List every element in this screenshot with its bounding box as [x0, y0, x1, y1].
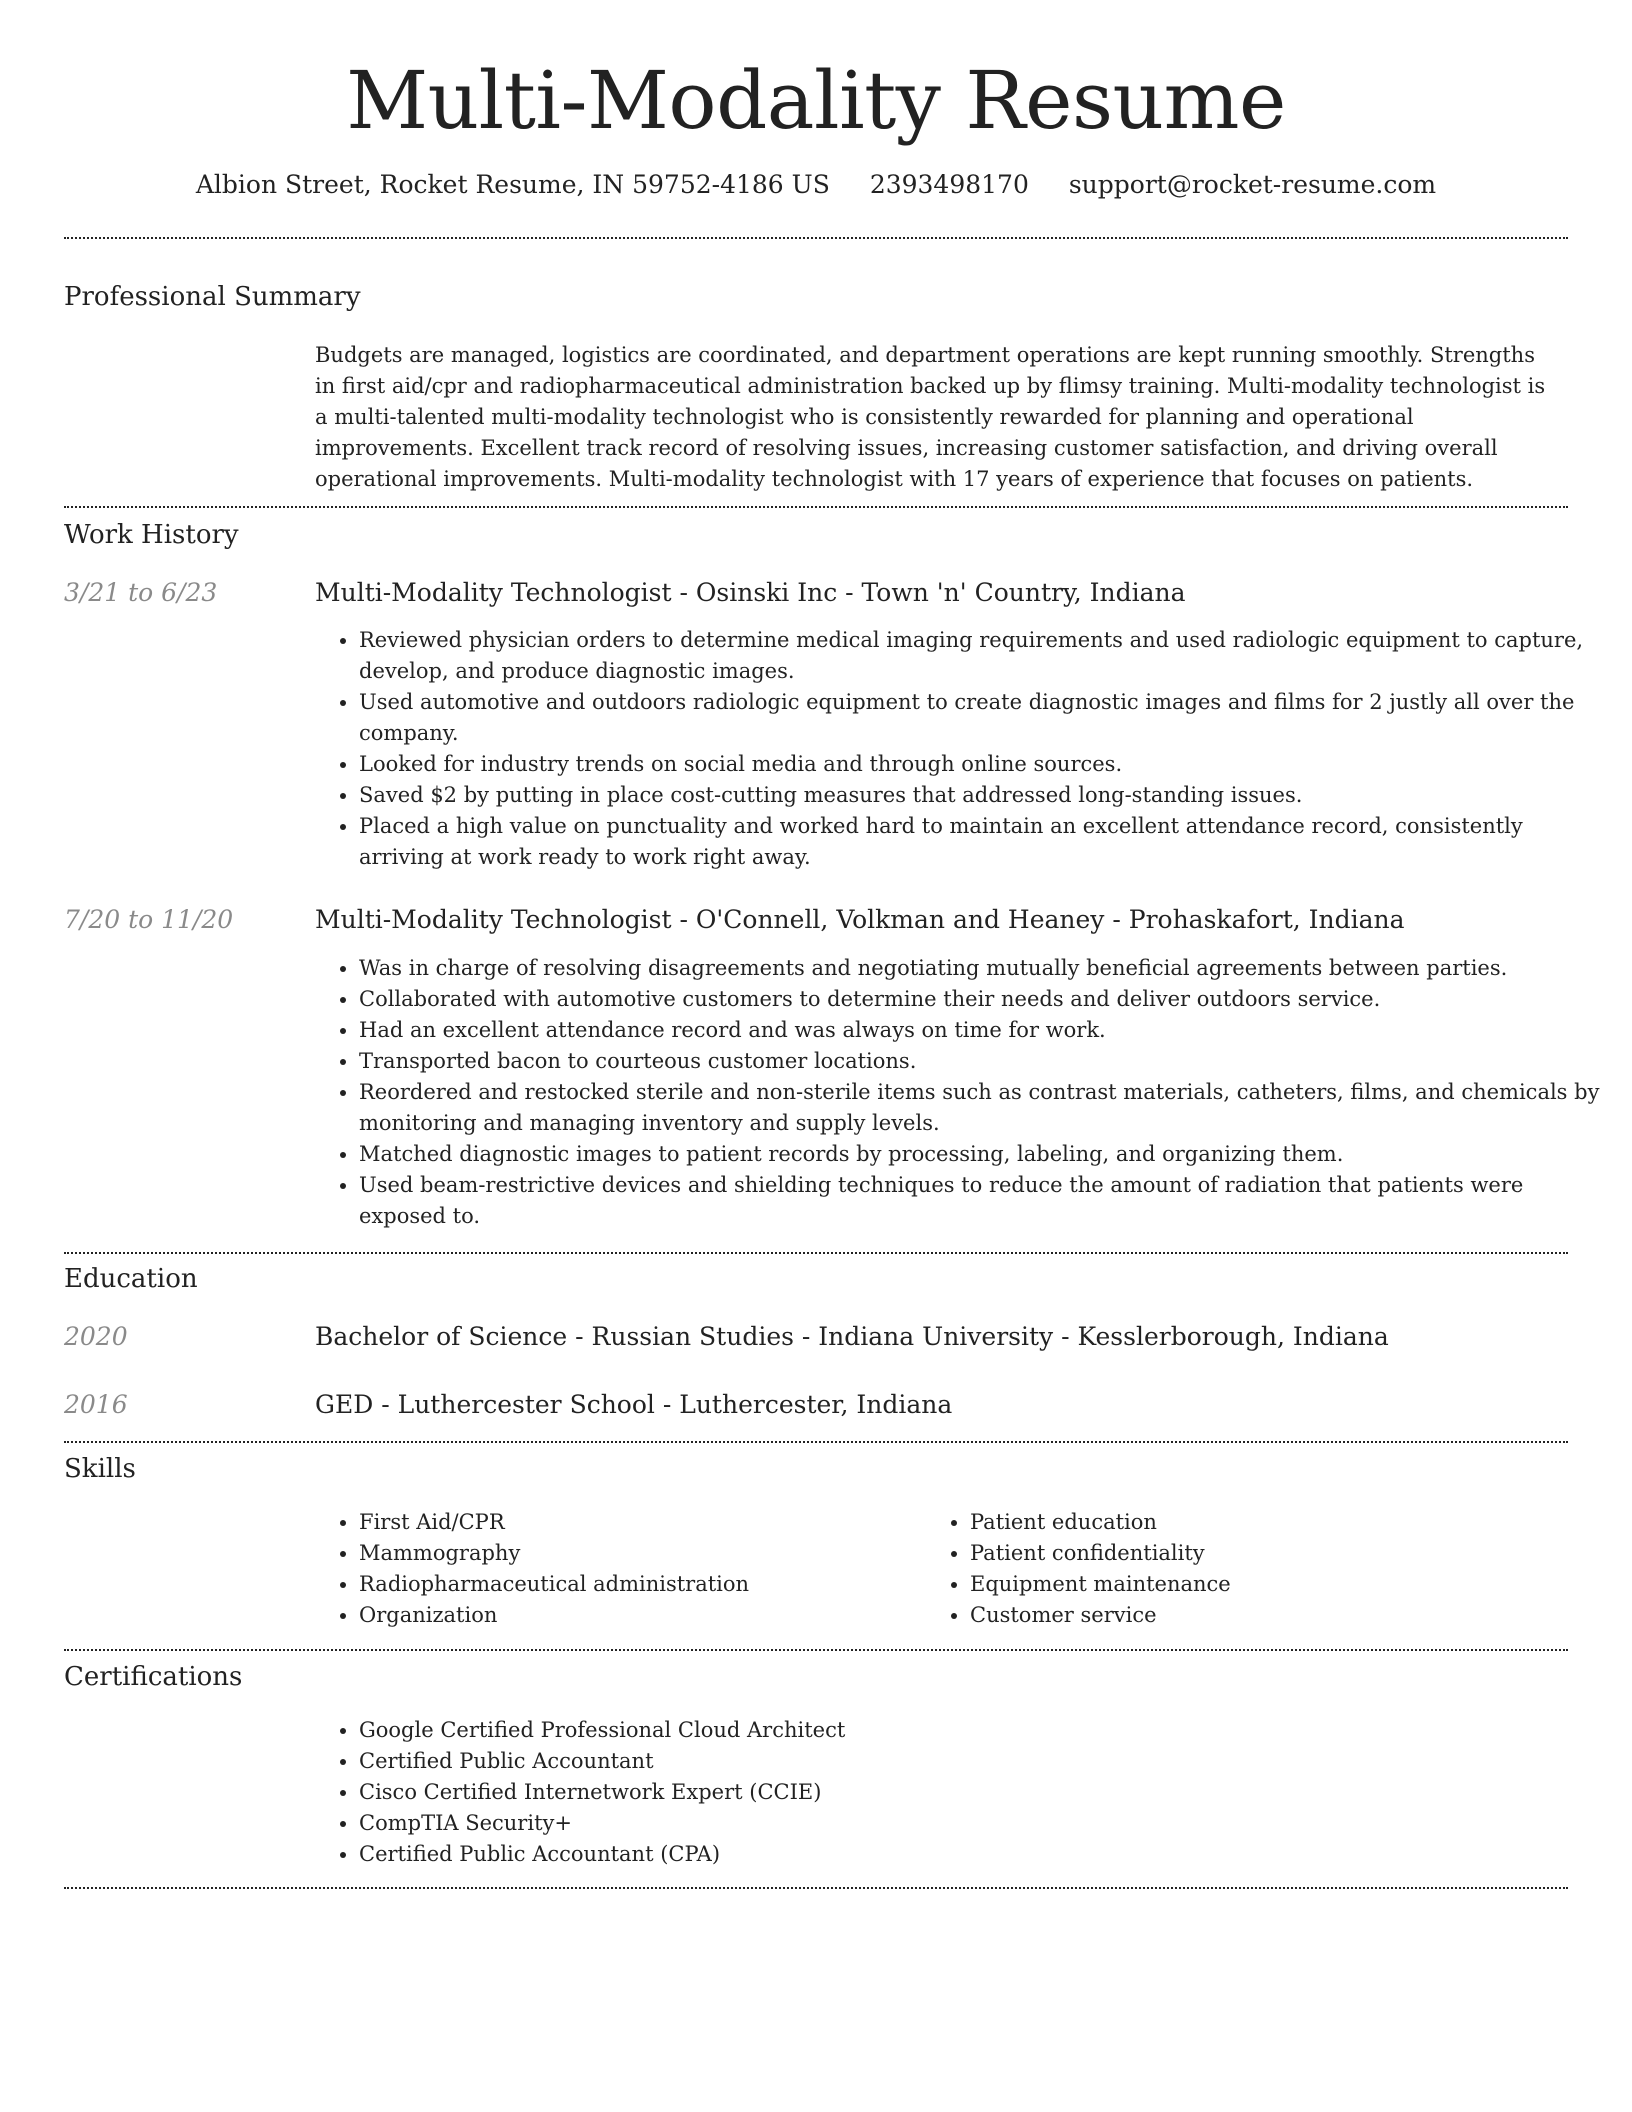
- contact-line: [0, 168, 1632, 202]
- job-bullets: [315, 625, 1604, 873]
- skills-list-left: [315, 1507, 919, 1631]
- divider: [64, 1252, 1568, 1254]
- job-bullet: • Saved $2 by putting in place cost-cutting measures that addressed long-standing issues.: [359, 780, 1604, 811]
- job-bullet: • Reordered and restocked sterile and non-sterile items such as contrast materials, catheters, films, and chemicals by monitoring and managing inventory and supply levels.: [359, 1077, 1604, 1139]
- skills-list-right: [926, 1507, 1530, 1631]
- skills-heading: Skills: [64, 1454, 136, 1484]
- certification-item: • Cisco Certified Internetwork Expert (CCIE): [359, 1777, 1259, 1808]
- education-entry: GED - Luthercester School - Luthercester, Indiana: [315, 1390, 953, 1419]
- skill-item: • Patient confidentiality: [970, 1538, 1530, 1569]
- skill-item: • Organization: [359, 1600, 919, 1631]
- divider: [64, 1649, 1568, 1651]
- certification-item: • Certified Public Accountant (CPA): [359, 1839, 1259, 1870]
- job-bullet: • Transported bacon to courteous customer locations.: [359, 1046, 1604, 1077]
- work-history-heading: Work History: [64, 520, 239, 550]
- job-dates: 3/21 to 6/23: [64, 578, 218, 607]
- job-bullets: [315, 953, 1604, 1232]
- education-year: 2020: [64, 1322, 128, 1351]
- skill-item: • Mammography: [359, 1538, 919, 1569]
- job-title: Multi-Modality Technologist - Osinski Inc - Town 'n' Country, Indiana: [315, 578, 1186, 607]
- divider: [64, 237, 1568, 239]
- skill-item: • Equipment maintenance: [970, 1569, 1530, 1600]
- job-bullet: • Was in charge of resolving disagreements and negotiating mutually beneficial agreements between parties.: [359, 953, 1604, 984]
- job-bullet: • Used beam-restrictive devices and shielding techniques to reduce the amount of radiation that patients were exposed to.: [359, 1170, 1604, 1232]
- job-bullet: • Reviewed physician orders to determine medical imaging requirements and used radiologic equipment to capture, develop, and produce diagnostic images.: [359, 625, 1604, 687]
- divider: [64, 1887, 1568, 1889]
- summary-text: Budgets are managed, logistics are coordinated, and department operations are kept running smoothly. Strengths in first aid/cpr and radiopharmaceutical administration backed up by flimsy training. Multi-modality technologist is a multi-talented multi-modality technologist who is consistently rewarded for planning and operational improvements. Excellent track record of resolving issues, increasing customer satisfaction, and driving overall operational improvements. Multi-modality technologist with 17 years of experience that focuses on patients.: [315, 343, 1546, 491]
- certifications-heading: Certifications: [64, 1662, 243, 1692]
- contact-email: support@rocket-resume.com: [1068, 170, 1437, 199]
- certification-item: • Google Certified Professional Cloud Architect: [359, 1715, 1259, 1746]
- job-bullet: • Had an excellent attendance record and was always on time for work.: [359, 1015, 1604, 1046]
- job-bullet: • Collaborated with automotive customers to determine their needs and deliver outdoors service.: [359, 984, 1604, 1015]
- job-bullet: • Matched diagnostic images to patient records by processing, labeling, and organizing them.: [359, 1139, 1604, 1170]
- job-dates: 7/20 to 11/20: [64, 905, 234, 934]
- skill-item: • Customer service: [970, 1600, 1530, 1631]
- education-heading: Education: [64, 1264, 198, 1294]
- job-title: Multi-Modality Technologist - O'Connell, Volkman and Heaney - Prohaskafort, Indiana: [315, 905, 1405, 934]
- resume-name: Multi-Modality Resume: [346, 54, 1286, 147]
- summary-heading: Professional Summary: [64, 282, 361, 312]
- certification-item: • CompTIA Security+: [359, 1808, 1259, 1839]
- job-bullet: • Looked for industry trends on social media and through online sources.: [359, 749, 1604, 780]
- job-bullet: • Placed a high value on punctuality and worked hard to maintain an excellent attendance record, consistently arriving at work ready to work right away.: [359, 811, 1604, 873]
- contact-phone: 2393498170: [869, 170, 1029, 199]
- certifications-list: [315, 1715, 1259, 1870]
- skill-item: • First Aid/CPR: [359, 1507, 919, 1538]
- job-bullet: • Used automotive and outdoors radiologic equipment to create diagnostic images and films for 2 justly all over the company.: [359, 687, 1604, 749]
- skill-item: • Radiopharmaceutical administration: [359, 1569, 919, 1600]
- contact-address: Albion Street, Rocket Resume, IN 59752-4186 US: [195, 170, 830, 199]
- divider: [64, 506, 1568, 508]
- skill-item: • Patient education: [970, 1507, 1530, 1538]
- education-entry: Bachelor of Science - Russian Studies - Indiana University - Kesslerborough, Indiana: [315, 1322, 1389, 1351]
- education-year: 2016: [64, 1390, 128, 1419]
- certification-item: • Certified Public Accountant: [359, 1746, 1259, 1777]
- divider: [64, 1441, 1568, 1443]
